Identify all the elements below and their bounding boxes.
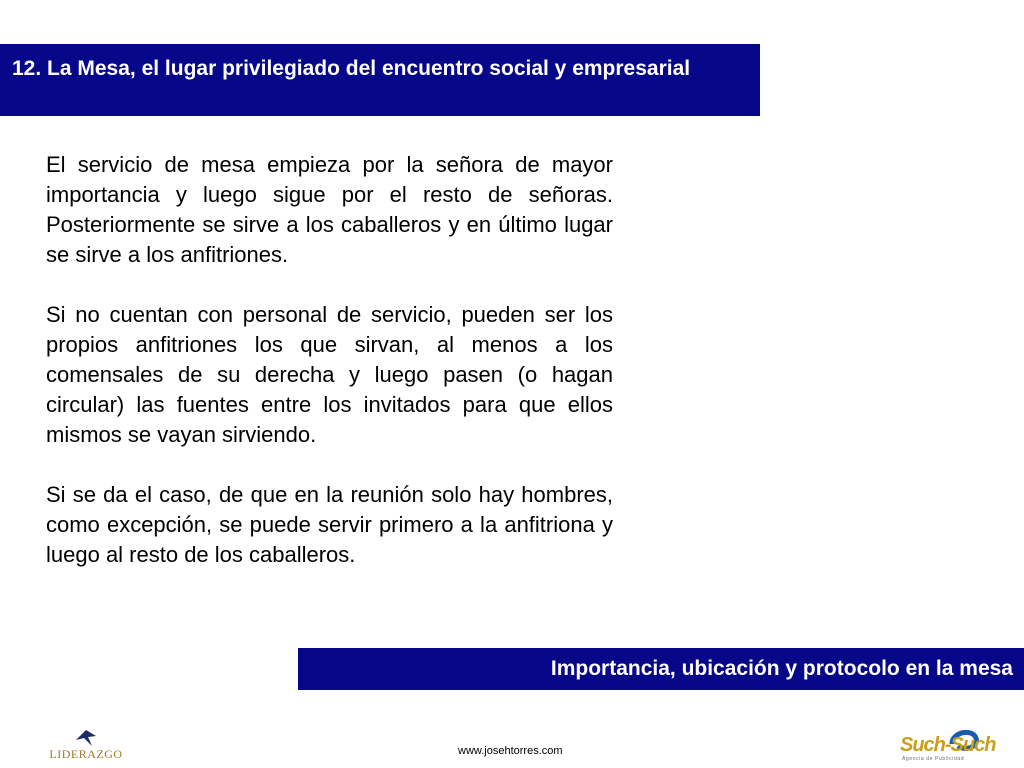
paragraph-2: Si no cuentan con personal de servicio, pueden ser los propios anfitriones los que sirvan, al menos a los comensales de su derecha y luego pasen (o hagan circular) las fuentes entre los invitados para que ellos mismos se vayan sirviendo.: [46, 302, 613, 447]
body-content: [46, 150, 613, 570]
liderazgo-logo: [48, 728, 124, 764]
such-such-logo: [896, 724, 996, 764]
logo-right-tagline: Agencia de Publicidad: [902, 756, 965, 762]
logo-left-text: LIDERAZGO: [49, 747, 123, 761]
logo-right-text: Such-Such: [900, 734, 996, 756]
paragraph-1: El servicio de mesa empieza por la señora de mayor importancia y luego sigue por el resto de señoras. Posteriormente se sirve a los caballeros y en último lugar se sirve a los anfitriones.: [46, 152, 613, 267]
footer-subtitle: Importancia, ubicación y protocolo en la mesa: [550, 657, 1013, 680]
title-bar: [0, 44, 760, 116]
paragraph-3: Si se da el caso, de que en la reunión solo hay hombres, como excepción, se puede servir primero a la anfitriona y luego al resto de los caballeros.: [46, 482, 613, 567]
website-url: www.josehtorres.com: [458, 745, 563, 757]
bird-icon: [74, 728, 98, 748]
slide-title: 12. La Mesa, el lugar privilegiado del encuentro social y empresarial: [12, 57, 691, 80]
footer-bar: [298, 648, 1024, 690]
